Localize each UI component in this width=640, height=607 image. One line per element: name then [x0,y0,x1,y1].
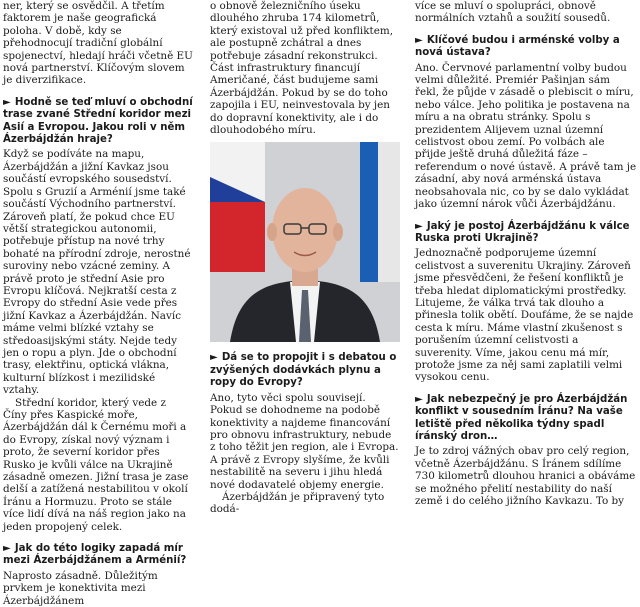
paragraph: Střední koridor, který vede z Číny přes Kaspické moře, Ázerbájdžán dál k Černému moři a do Evropy, získal nový význam i proto, že severní koridor přes Rusko je kvůli válce na Ukrajině zásadně omezen. Jižní trasa je zase delší a zatížená nestabilitou v okolí Íránu a Hormuzu. Proto se stále více lidí dívá na náš region jako na jeden propojený celek. [3,396,189,533]
paragraph: ner, který se osvědčil. A třetím faktorem je naše geografická poloha. V době, kdy se přehodnocují tradiční globální spojenectví, hledají hráči včetně EU nová partnerství. Klíčovým slovem je diverzifikace. [3,0,193,87]
interview-question [210,352,400,389]
paragraph: Jednoznačně podporujeme územní celistvost a suverenitu Ukrajiny. Zároveň jsme přesvědčeni, že řešení konfliktů je třeba hledat diplomatickými prostředky. Litujeme, že válka trvá tak dlouho a přinesla tolik obětí. Doufáme, že se najde cesta k míru. Máme vlastní zkušenost s porušením územní celistvosti a suverenity. Víme, jakou cenu má mír, protože jsme za něj sami zaplatili velmi vysokou cenu. [415,247,634,384]
arrow-right-icon: ► [3,96,11,108]
question-text: Hodně se teď mluví o obchodní trase zvané Střední koridor mezi Asií a Evropou. Jakou roli v něm Ázerbájdžán hraje? [3,96,193,146]
question-text: Jaký je postoj Ázerbájdžánu k válce Ruska proti Ukrajině? [415,220,630,244]
article-column-3 [415,0,637,508]
arrow-right-icon: ► [210,352,218,364]
paragraph: Je to zdroj vážných obav pro celý region, včetně Ázerbájdžánu. S Íránem sdílíme 730 kilometrů dlouhou hranici a obáváme se možného přelití nestability do naší země i do celého jižního Kavkazu. To by [415,445,636,508]
paragraph: více se mluví o spolupráci, obnově normálních vztahů a soužití sousedů. [415,0,611,25]
paragraph: Ano, tyto věci spolu souvisejí. Pokud se dohodneme na podobě konektivity a najdeme financování pro obnovu infrastruktury, nebude z toho těžit jen region, ale i Evropa. A právě z Evropy slyšíme, že kvůli nestabilitě na severu i jihu hledá nové dodavatelé objemy energie. [210,391,399,491]
paragraph: Naprosto zásadně. Důležitým prvkem je konektivita mezi Ázerbájdžánem [3,569,158,607]
interview-question [415,35,637,60]
interview-question [3,97,193,147]
arrow-right-icon: ► [415,393,423,405]
interview-question [3,543,193,568]
question-text: Jak do této logiky zapadá mír mezi Ázerbájdžánem a Arménií? [3,543,187,567]
question-text: Dá se to propojit i s debatou o zvýšených dodávkách plynu a ropy do Evropy? [210,352,397,389]
question-text: Klíčové budou i arménské volby a nová ústava? [415,34,620,59]
interview-question [415,394,637,444]
article-column-1 [3,0,193,607]
paragraph: o obnově železničního úseku dlouhého zhruba 174 kilometrů, který existoval už před konfliktem, ale postupně zchátral a dnes potřebuje zásadní rekonstrukci. Část infrastruktury financují Američané, část budujeme sami Ázerbájdžán. Pokud by se do toho zapojila i EU, neinvestovala by jen do dopravní konektivity, ale i do dlouhodobého míru. [210,0,394,137]
arrow-right-icon: ► [415,34,423,46]
interview-question [415,221,637,246]
paragraph: Když se podíváte na mapu, Ázerbájdžán a jižní Kavkaz jsou součástí evropského sousedství. Spolu s Gruzií a Arménií jsme také součástí Východního partnerství. Zároveň platí, že pokud chce EU větší strategickou autonomii, potřebuje přístup na nové trhy bohaté na přírodní zdroje, nerostné suroviny nebo vzácné zeminy. A právě proto je střední Asie pro Evropu klíčová. Nejkratší cesta z Evropy do střední Asie vede přes jižní Kavkaz a Ázerbájdžán. Navíc máme velmi blízké vztahy se středoasijskými státy. Nejde tedy jen o ropu a plyn. Jde o obchodní trasy, elektřinu, optická vlákna, kulturní blízkost i mezilidské vztahy. [3,148,191,397]
portrait-photo [210,142,400,342]
question-text: Jak nebezpečný je pro Ázerbájdžán konflikt v sousedním Íránu? Na vaše letiště před několika týdny spadl íránský dron… [415,393,628,442]
portrait-illustration [210,142,400,342]
paragraph: Ano. Červnové parlamentní volby budou velmi důležité. Premiér Pašinjan sám řekl, že půjde v zásadě o plebiscit o míru, nebo válce. Jeho politika je postavena na míru a na obratu stránky. Spolu s prezidentem Alijevem uznal územní celistvost obou zemí. Po volbách ale přijde ještě druhá důležitá fáze – referendum o nové ústavě. A právě tam je zásadní, aby nová arménská ústava neobsahovala nic, co by se dalo vykládat jako územní nárok vůči Ázerbájdžánu. [415,61,637,211]
arrow-right-icon: ► [415,220,423,232]
paragraph: Ázerbájdžán je připravený tyto dodá- [210,490,385,516]
arrow-right-icon: ► [3,543,11,555]
article-column-2 [210,0,400,516]
